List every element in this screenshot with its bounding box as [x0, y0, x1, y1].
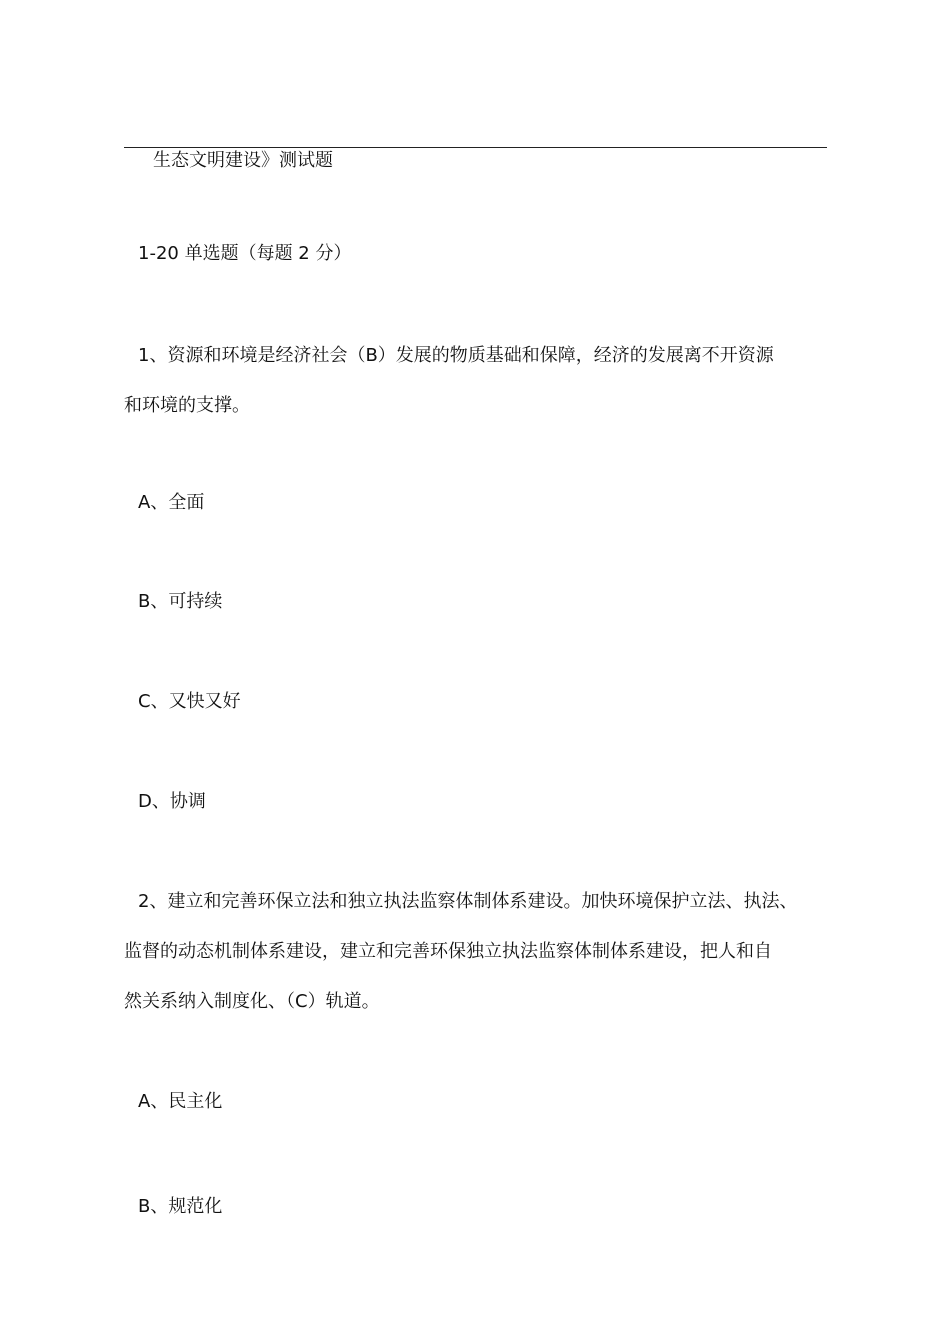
header-rule [124, 147, 827, 148]
question-1-option-a: A、全面 [138, 492, 205, 513]
document-title: 生态文明建设》测试题 [153, 150, 333, 171]
question-2-option-a: A、民主化 [138, 1091, 223, 1112]
question-1-option-d: D、协调 [138, 791, 206, 812]
question-1-stem-line-1: 1、资源和环境是经济社会（B）发展的物质基础和保障，经济的发展离不开资源 [138, 345, 774, 366]
question-2-stem-line-3: 然关系纳入制度化、（C）轨道。 [124, 991, 380, 1012]
section-heading: 1-20 单选题（每题 2 分） [138, 243, 352, 264]
question-1-stem-line-2: 和环境的支撑。 [124, 395, 250, 416]
question-1-option-b: B、可持续 [138, 591, 223, 612]
question-2-stem-line-1: 2、建立和完善环保立法和独立执法监察体制体系建设。加快环境保护立法、执法、 [138, 891, 798, 912]
question-2-option-b: B、规范化 [138, 1196, 223, 1217]
question-1-option-c: C、又快又好 [138, 691, 241, 712]
question-2-stem-line-2: 监督的动态机制体系建设，建立和完善环保独立执法监察体制体系建设，把人和自 [124, 941, 772, 962]
